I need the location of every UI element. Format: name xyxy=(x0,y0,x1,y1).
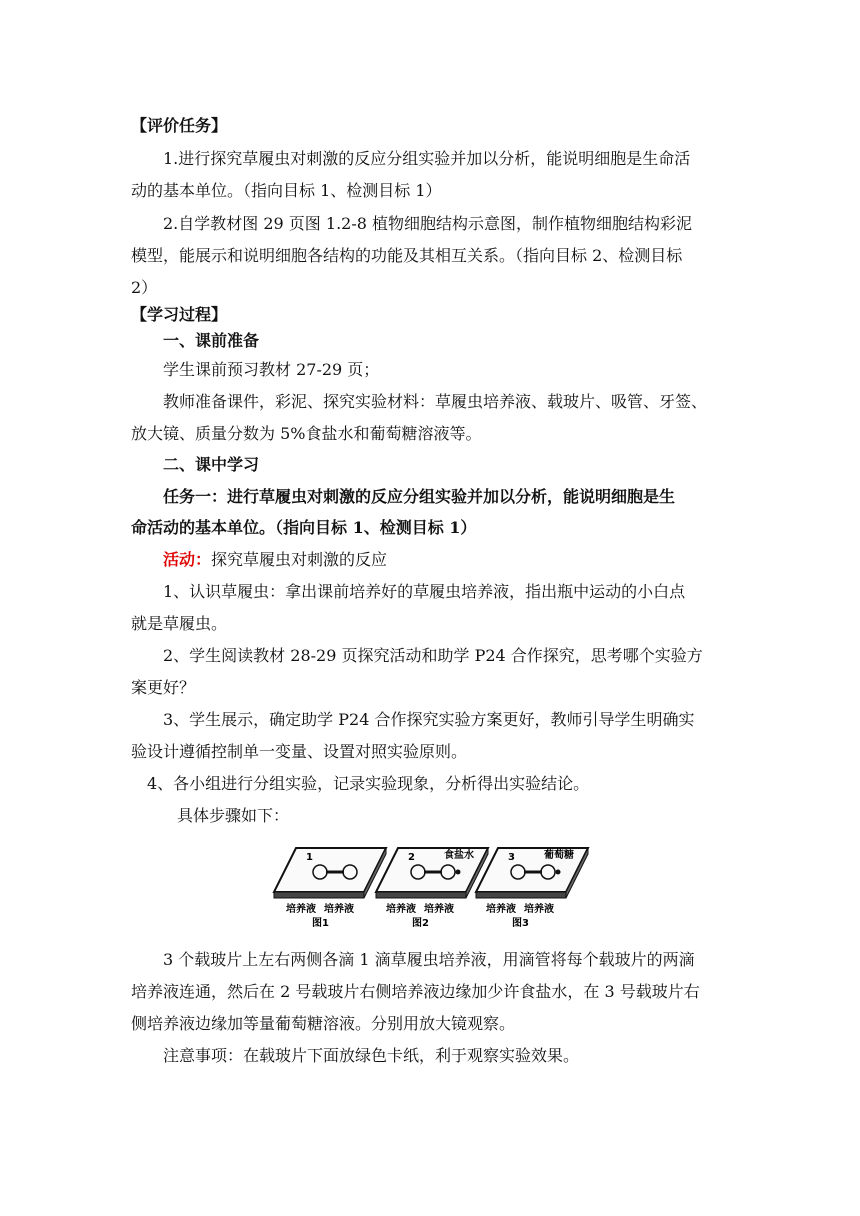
teacher-prep-line-1: 教师准备课件，彩泥、探究实验材料：草履虫培养液、载玻片、吸管、牙签、 xyxy=(163,392,708,411)
step-1-line-2: 就是草履虫。 xyxy=(131,614,228,633)
evaluation-item-2-line-3: 2） xyxy=(131,278,158,297)
evaluation-item-1-line-1: 1.进行探究草履虫对刺激的反应分组实验并加以分析，能说明细胞是生命活 xyxy=(163,149,691,168)
slide-3-left-label: 培养液 xyxy=(486,904,516,915)
slide-2-right-label: 培养液 xyxy=(424,904,454,915)
evaluation-item-1-line-2: 动的基本单位。（指向目标 1、检测目标 1） xyxy=(131,181,442,200)
slides-figure xyxy=(268,846,592,932)
step-1-line-1: 1、认识草履虫：拿出课前培养好的草履虫培养液，指出瓶中运动的小白点 xyxy=(163,582,686,601)
description-line-1: 3 个载玻片上左右两侧各滴 1 滴草履虫培养液，用滴管将每个载玻片的两滴 xyxy=(163,950,695,969)
activity-text: 探究草履虫对刺激的反应 xyxy=(211,550,388,569)
task-1-line-1: 任务一：进行草履虫对刺激的反应分组实验并加以分析，能说明细胞是生 xyxy=(163,487,676,506)
slides-diagram xyxy=(268,846,592,932)
slide-3-number: 3 xyxy=(508,852,515,863)
task-1-line-2: 命活动的基本单位。（指向目标 1、检测目标 1） xyxy=(131,518,477,537)
evaluation-heading: 【评价任务】 xyxy=(131,116,228,135)
slide-2-caption: 图2 xyxy=(412,918,429,929)
slide-3-caption: 图3 xyxy=(512,918,529,929)
step-4-text: 4、各小组进行分组实验，记录实验现象，分析得出实验结论。 xyxy=(147,774,590,793)
slide-3-added-drop xyxy=(556,870,561,875)
section-1-title: 一、课前准备 xyxy=(163,331,260,350)
slide-2-number: 2 xyxy=(408,852,415,863)
slide-1-caption: 图1 xyxy=(312,918,329,929)
evaluation-item-2-line-2: 模型，能展示和说明细胞各结构的功能及其相互关系。（指向目标 2、检测目标 xyxy=(131,246,683,265)
slide-3-top-label: 葡萄糖 xyxy=(544,850,574,861)
step-2-line-2: 案更好？ xyxy=(131,678,196,697)
slide-1-right-label: 培养液 xyxy=(324,904,354,915)
steps-intro: 具体步骤如下： xyxy=(177,806,290,825)
slide-2-added-drop xyxy=(456,870,461,875)
step-2-line-1: 2、学生阅读教材 28-29 页探究活动和助学 P24 合作探究，思考哪个实验方 xyxy=(163,646,703,665)
activity-label: 活动： xyxy=(163,550,212,569)
step-3-line-1: 3、学生展示，确定助学 P24 合作探究实验方案更好，教师引导学生明确实 xyxy=(163,710,695,729)
slide-1-number: 1 xyxy=(306,852,313,863)
section-2-title: 二、课中学习 xyxy=(163,455,260,474)
activity-line xyxy=(163,549,387,571)
slide-3-right-label: 培养液 xyxy=(524,904,554,915)
teacher-prep-line-2: 放大镜、质量分数为 5%食盐水和葡萄糖溶液等。 xyxy=(131,424,482,443)
note-text: 注意事项：在载玻片下面放绿色卡纸，利于观察实验效果。 xyxy=(163,1046,580,1065)
student-prep-text: 学生课前预习教材 27-29 页； xyxy=(163,360,380,379)
slide-1-left-label: 培养液 xyxy=(286,904,316,915)
step-3-line-2: 验设计遵循控制单一变量、设置对照实验原则。 xyxy=(131,742,468,761)
slide-2-left-label: 培养液 xyxy=(386,904,416,915)
description-line-2: 培养液连通，然后在 2 号载玻片右侧培养液边缘加少许食盐水，在 3 号载玻片右 xyxy=(131,982,700,1001)
evaluation-item-2-line-1: 2.自学教材图 29 页图 1.2-8 植物细胞结构示意图，制作植物细胞结构彩泥 xyxy=(163,214,693,233)
description-line-3: 侧培养液边缘加等量葡萄糖溶液。分别用放大镜观察。 xyxy=(131,1014,516,1033)
process-heading: 【学习过程】 xyxy=(131,305,228,324)
slide-2-top-label: 食盐水 xyxy=(444,850,474,861)
